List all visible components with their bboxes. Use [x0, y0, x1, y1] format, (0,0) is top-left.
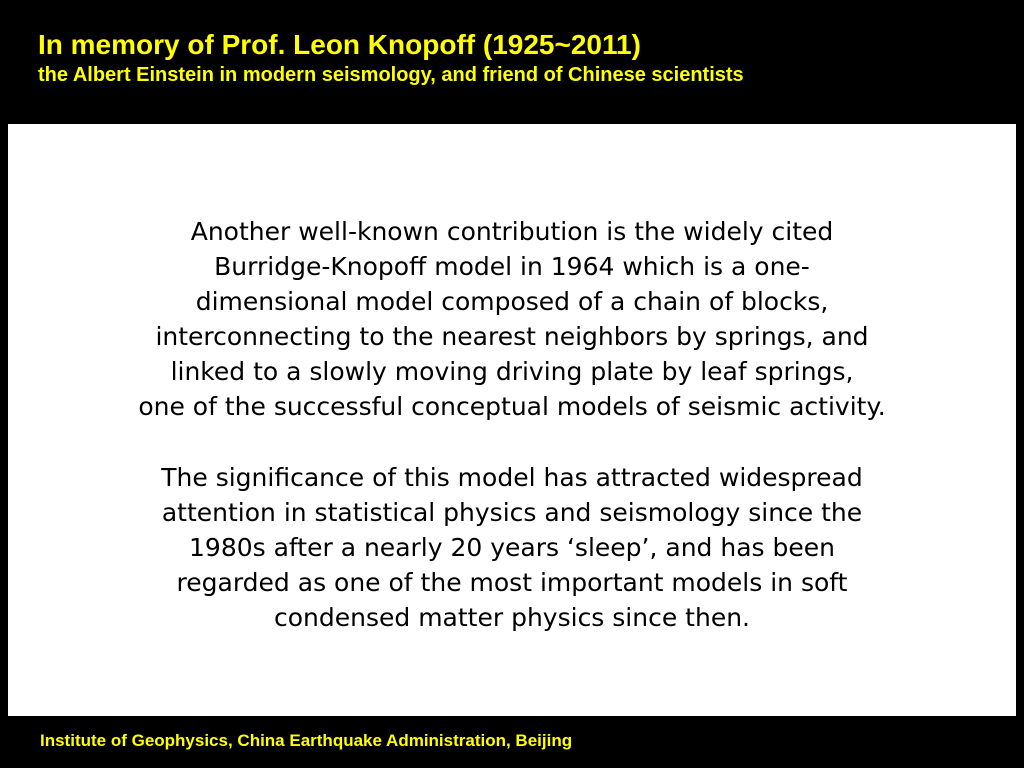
text-line: one of the successful conceptual models of seismic activity.: [138, 392, 886, 421]
text-line: The significance of this model has attracted widespread: [161, 463, 863, 492]
text-line: dimensional model composed of a chain of blocks,: [195, 287, 829, 316]
text-line: 1980s after a nearly 20 years ‘sleep’, and has been: [189, 533, 835, 562]
slide-title: In memory of Prof. Leon Knopoff (1925~2011): [38, 29, 641, 60]
paragraph-significance: [8, 460, 1016, 635]
slide-subtitle: the Albert Einstein in modern seismology, and friend of Chinese scientists: [38, 64, 744, 86]
content-panel: [8, 124, 1016, 716]
text-line: interconnecting to the nearest neighbors by springs, and: [155, 322, 869, 351]
text-line: attention in statistical physics and seismology since the: [161, 498, 863, 527]
text-line: Burridge-Knopoff model in 1964 which is a one-: [214, 252, 810, 281]
text-line: regarded as one of the most important models in soft: [176, 568, 848, 597]
footer-institution: Institute of Geophysics, China Earthquake Administration, Beijing: [40, 731, 573, 750]
text-line: linked to a slowly moving driving plate by leaf springs,: [170, 357, 854, 386]
text-line: Another well-known contribution is the widely cited: [190, 217, 834, 246]
paragraph-contribution: [8, 214, 1016, 424]
slide-header: [38, 28, 1008, 88]
text-line: condensed matter physics since then.: [274, 603, 750, 632]
